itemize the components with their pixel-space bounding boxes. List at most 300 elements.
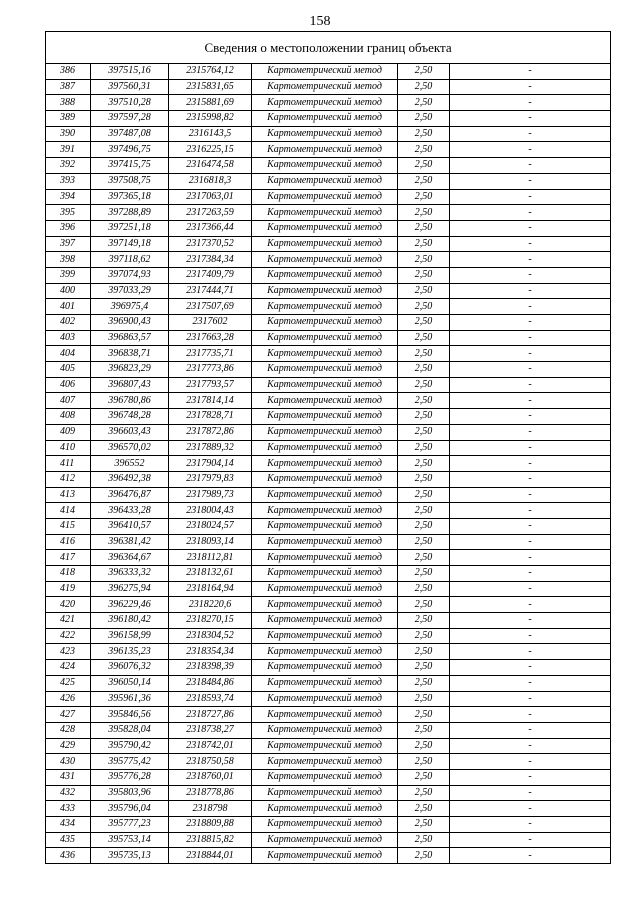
- cell-description: -: [450, 95, 611, 111]
- cell-description: -: [450, 64, 611, 80]
- cell-coordinate-y: 2318742,01: [169, 738, 252, 754]
- cell-method: Картометрический метод: [252, 487, 398, 503]
- cell-method: Картометрический метод: [252, 142, 398, 158]
- cell-point-number: 393: [46, 173, 91, 189]
- cell-coordinate-x: 396552: [91, 456, 169, 472]
- cell-point-number: 397: [46, 236, 91, 252]
- cell-method: Картометрический метод: [252, 801, 398, 817]
- cell-description: -: [450, 534, 611, 550]
- cell-method: Картометрический метод: [252, 252, 398, 268]
- cell-coordinate-x: 395735,13: [91, 848, 169, 864]
- cell-point-number: 394: [46, 189, 91, 205]
- table-row: [46, 330, 611, 346]
- cell-precision: 2,50: [398, 126, 450, 142]
- cell-precision: 2,50: [398, 173, 450, 189]
- cell-method: Картометрический метод: [252, 440, 398, 456]
- cell-coordinate-x: 397149,18: [91, 236, 169, 252]
- table-row: [46, 111, 611, 127]
- cell-method: Картометрический метод: [252, 95, 398, 111]
- table-row: [46, 456, 611, 472]
- cell-precision: 2,50: [398, 785, 450, 801]
- cell-precision: 2,50: [398, 346, 450, 362]
- cell-description: -: [450, 769, 611, 785]
- cell-coordinate-x: 396180,42: [91, 613, 169, 629]
- cell-coordinate-x: 396780,86: [91, 393, 169, 409]
- cell-coordinate-x: 396275,94: [91, 581, 169, 597]
- cell-description: -: [450, 299, 611, 315]
- cell-point-number: 427: [46, 707, 91, 723]
- cell-precision: 2,50: [398, 95, 450, 111]
- cell-coordinate-y: 2317444,71: [169, 283, 252, 299]
- cell-point-number: 398: [46, 252, 91, 268]
- cell-coordinate-x: 397288,89: [91, 205, 169, 221]
- cell-method: Картометрический метод: [252, 393, 398, 409]
- cell-point-number: 386: [46, 64, 91, 80]
- page-number: 158: [309, 14, 331, 29]
- table-row: [46, 534, 611, 550]
- table-row: [46, 503, 611, 519]
- cell-point-number: 391: [46, 142, 91, 158]
- cell-coordinate-y: 2317602: [169, 315, 252, 331]
- cell-method: Картометрический метод: [252, 597, 398, 613]
- cell-description: -: [450, 283, 611, 299]
- cell-point-number: 401: [46, 299, 91, 315]
- table-row: [46, 79, 611, 95]
- cell-description: -: [450, 440, 611, 456]
- cell-precision: 2,50: [398, 299, 450, 315]
- cell-method: Картометрический метод: [252, 660, 398, 676]
- table-row: [46, 205, 611, 221]
- cell-precision: 2,50: [398, 189, 450, 205]
- cell-point-number: 404: [46, 346, 91, 362]
- cell-description: -: [450, 597, 611, 613]
- cell-precision: 2,50: [398, 597, 450, 613]
- cell-point-number: 422: [46, 628, 91, 644]
- table-row: [46, 220, 611, 236]
- cell-precision: 2,50: [398, 848, 450, 864]
- cell-point-number: 400: [46, 283, 91, 299]
- cell-point-number: 408: [46, 409, 91, 425]
- cell-coordinate-x: 396823,29: [91, 362, 169, 378]
- cell-description: -: [450, 832, 611, 848]
- cell-method: Картометрический метод: [252, 189, 398, 205]
- table-row: [46, 660, 611, 676]
- cell-description: -: [450, 456, 611, 472]
- cell-coordinate-y: 2318484,86: [169, 675, 252, 691]
- cell-point-number: 435: [46, 832, 91, 848]
- cell-coordinate-y: 2317872,86: [169, 424, 252, 440]
- cell-coordinate-y: 2318750,58: [169, 754, 252, 770]
- cell-precision: 2,50: [398, 613, 450, 629]
- cell-coordinate-x: 396863,57: [91, 330, 169, 346]
- cell-coordinate-x: 396433,28: [91, 503, 169, 519]
- cell-precision: 2,50: [398, 424, 450, 440]
- cell-method: Картометрический метод: [252, 126, 398, 142]
- cell-method: Картометрический метод: [252, 722, 398, 738]
- cell-precision: 2,50: [398, 550, 450, 566]
- cell-description: -: [450, 424, 611, 440]
- cell-description: -: [450, 346, 611, 362]
- cell-coordinate-y: 2318809,88: [169, 817, 252, 833]
- cell-coordinate-y: 2317384,34: [169, 252, 252, 268]
- cell-coordinate-x: 395776,28: [91, 769, 169, 785]
- cell-point-number: 436: [46, 848, 91, 864]
- cell-coordinate-x: 397487,08: [91, 126, 169, 142]
- table-row: [46, 487, 611, 503]
- cell-method: Картометрический метод: [252, 220, 398, 236]
- cell-precision: 2,50: [398, 832, 450, 848]
- cell-coordinate-x: 397118,62: [91, 252, 169, 268]
- cell-coordinate-x: 397510,28: [91, 95, 169, 111]
- cell-coordinate-x: 396807,43: [91, 377, 169, 393]
- cell-description: -: [450, 848, 611, 864]
- cell-coordinate-x: 395796,04: [91, 801, 169, 817]
- cell-description: -: [450, 691, 611, 707]
- cell-precision: 2,50: [398, 660, 450, 676]
- cell-description: -: [450, 220, 611, 236]
- cell-point-number: 402: [46, 315, 91, 331]
- cell-coordinate-y: 2318778,86: [169, 785, 252, 801]
- table-row: [46, 299, 611, 315]
- cell-method: Картометрический метод: [252, 299, 398, 315]
- cell-method: Картометрический метод: [252, 267, 398, 283]
- table-row: [46, 64, 611, 80]
- cell-coordinate-x: 397515,16: [91, 64, 169, 80]
- table-row: [46, 675, 611, 691]
- cell-point-number: 413: [46, 487, 91, 503]
- cell-coordinate-x: 397560,31: [91, 79, 169, 95]
- cell-point-number: 387: [46, 79, 91, 95]
- cell-coordinate-y: 2317063,01: [169, 189, 252, 205]
- table-row: [46, 644, 611, 660]
- table-row: [46, 707, 611, 723]
- cell-coordinate-x: 395775,42: [91, 754, 169, 770]
- table-row: [46, 440, 611, 456]
- cell-coordinate-y: 2317366,44: [169, 220, 252, 236]
- cell-precision: 2,50: [398, 315, 450, 331]
- cell-method: Картометрический метод: [252, 409, 398, 425]
- cell-description: -: [450, 252, 611, 268]
- cell-method: Картометрический метод: [252, 628, 398, 644]
- cell-coordinate-y: 2318304,52: [169, 628, 252, 644]
- cell-description: -: [450, 660, 611, 676]
- cell-coordinate-y: 2318270,15: [169, 613, 252, 629]
- table-row: [46, 613, 611, 629]
- cell-coordinate-y: 2318798: [169, 801, 252, 817]
- table-row: [46, 393, 611, 409]
- cell-precision: 2,50: [398, 707, 450, 723]
- cell-method: Картометрический метод: [252, 691, 398, 707]
- cell-point-number: 428: [46, 722, 91, 738]
- cell-coordinate-y: 2318132,61: [169, 566, 252, 582]
- cell-coordinate-x: 395777,23: [91, 817, 169, 833]
- table-row: [46, 267, 611, 283]
- cell-method: Картометрический метод: [252, 644, 398, 660]
- cell-point-number: 415: [46, 518, 91, 534]
- cell-coordinate-x: 395790,42: [91, 738, 169, 754]
- cell-description: -: [450, 471, 611, 487]
- cell-description: -: [450, 738, 611, 754]
- cell-description: -: [450, 377, 611, 393]
- cell-description: -: [450, 707, 611, 723]
- table-row: [46, 409, 611, 425]
- cell-point-number: 432: [46, 785, 91, 801]
- cell-coordinate-y: 2318815,82: [169, 832, 252, 848]
- cell-point-number: 429: [46, 738, 91, 754]
- cell-description: -: [450, 142, 611, 158]
- table-row: [46, 628, 611, 644]
- cell-coordinate-x: 396570,02: [91, 440, 169, 456]
- cell-precision: 2,50: [398, 722, 450, 738]
- cell-method: Картометрический метод: [252, 817, 398, 833]
- cell-coordinate-x: 397415,75: [91, 158, 169, 174]
- table-row: [46, 283, 611, 299]
- cell-point-number: 410: [46, 440, 91, 456]
- cell-coordinate-x: 396492,38: [91, 471, 169, 487]
- cell-method: Картометрический метод: [252, 581, 398, 597]
- cell-description: -: [450, 581, 611, 597]
- cell-coordinate-x: 397365,18: [91, 189, 169, 205]
- table-row: [46, 173, 611, 189]
- table-row: [46, 769, 611, 785]
- table-caption-row: [46, 32, 611, 64]
- table-row: [46, 126, 611, 142]
- cell-point-number: 406: [46, 377, 91, 393]
- cell-method: Картометрический метод: [252, 566, 398, 582]
- cell-coordinate-y: 2318354,34: [169, 644, 252, 660]
- table-row: [46, 754, 611, 770]
- table-row: [46, 550, 611, 566]
- cell-point-number: 409: [46, 424, 91, 440]
- cell-coordinate-y: 2316474,58: [169, 158, 252, 174]
- cell-method: Картометрический метод: [252, 330, 398, 346]
- cell-precision: 2,50: [398, 409, 450, 425]
- cell-coordinate-y: 2315764,12: [169, 64, 252, 80]
- cell-coordinate-x: 395828,04: [91, 722, 169, 738]
- cell-precision: 2,50: [398, 440, 450, 456]
- cell-precision: 2,50: [398, 142, 450, 158]
- cell-precision: 2,50: [398, 487, 450, 503]
- table-row: [46, 518, 611, 534]
- cell-precision: 2,50: [398, 518, 450, 534]
- table-row: [46, 377, 611, 393]
- cell-description: -: [450, 628, 611, 644]
- cell-precision: 2,50: [398, 738, 450, 754]
- cell-coordinate-x: 395846,56: [91, 707, 169, 723]
- cell-description: -: [450, 409, 611, 425]
- cell-point-number: 420: [46, 597, 91, 613]
- cell-precision: 2,50: [398, 581, 450, 597]
- cell-precision: 2,50: [398, 362, 450, 378]
- table-row: [46, 597, 611, 613]
- cell-method: Картометрический метод: [252, 283, 398, 299]
- cell-coordinate-x: 397597,28: [91, 111, 169, 127]
- table-row: [46, 315, 611, 331]
- cell-method: Картометрический метод: [252, 158, 398, 174]
- table-row: [46, 848, 611, 864]
- table-row: [46, 722, 611, 738]
- cell-method: Картометрический метод: [252, 754, 398, 770]
- cell-coordinate-y: 2318593,74: [169, 691, 252, 707]
- boundary-coordinates-table: [45, 31, 611, 864]
- cell-precision: 2,50: [398, 236, 450, 252]
- cell-method: Картометрический метод: [252, 471, 398, 487]
- table-row: [46, 189, 611, 205]
- cell-precision: 2,50: [398, 158, 450, 174]
- cell-precision: 2,50: [398, 754, 450, 770]
- cell-coordinate-x: 396381,42: [91, 534, 169, 550]
- cell-method: Картометрический метод: [252, 613, 398, 629]
- cell-coordinate-x: 397251,18: [91, 220, 169, 236]
- table-row: [46, 158, 611, 174]
- cell-method: Картометрический метод: [252, 518, 398, 534]
- cell-coordinate-y: 2317507,69: [169, 299, 252, 315]
- cell-description: -: [450, 236, 611, 252]
- cell-method: Картометрический метод: [252, 456, 398, 472]
- cell-coordinate-y: 2317793,57: [169, 377, 252, 393]
- cell-coordinate-x: 397033,29: [91, 283, 169, 299]
- cell-coordinate-y: 2318844,01: [169, 848, 252, 864]
- cell-coordinate-y: 2318004,43: [169, 503, 252, 519]
- cell-coordinate-y: 2317814,14: [169, 393, 252, 409]
- cell-method: Картометрический метод: [252, 424, 398, 440]
- cell-precision: 2,50: [398, 801, 450, 817]
- cell-point-number: 389: [46, 111, 91, 127]
- table-row: [46, 142, 611, 158]
- cell-method: Картометрический метод: [252, 550, 398, 566]
- cell-precision: 2,50: [398, 283, 450, 299]
- cell-method: Картометрический метод: [252, 79, 398, 95]
- cell-description: -: [450, 754, 611, 770]
- cell-description: -: [450, 79, 611, 95]
- cell-precision: 2,50: [398, 644, 450, 660]
- cell-description: -: [450, 158, 611, 174]
- table-caption: Сведения о местоположении границ объекта: [46, 32, 611, 64]
- cell-description: -: [450, 315, 611, 331]
- cell-precision: 2,50: [398, 377, 450, 393]
- cell-precision: 2,50: [398, 471, 450, 487]
- cell-coordinate-x: 395753,14: [91, 832, 169, 848]
- cell-method: Картометрический метод: [252, 315, 398, 331]
- cell-coordinate-y: 2318727,86: [169, 707, 252, 723]
- cell-description: -: [450, 722, 611, 738]
- cell-description: -: [450, 267, 611, 283]
- cell-coordinate-y: 2317370,52: [169, 236, 252, 252]
- cell-coordinate-x: 396333,32: [91, 566, 169, 582]
- cell-precision: 2,50: [398, 566, 450, 582]
- cell-description: -: [450, 801, 611, 817]
- cell-coordinate-x: 397074,93: [91, 267, 169, 283]
- table-row: [46, 738, 611, 754]
- table-row: [46, 566, 611, 582]
- cell-coordinate-y: 2315881,69: [169, 95, 252, 111]
- cell-coordinate-y: 2315998,82: [169, 111, 252, 127]
- cell-method: Картометрический метод: [252, 832, 398, 848]
- cell-coordinate-y: 2317989,73: [169, 487, 252, 503]
- cell-precision: 2,50: [398, 330, 450, 346]
- cell-coordinate-y: 2317904,14: [169, 456, 252, 472]
- cell-description: -: [450, 503, 611, 519]
- cell-precision: 2,50: [398, 267, 450, 283]
- cell-point-number: 407: [46, 393, 91, 409]
- cell-coordinate-y: 2316143,5: [169, 126, 252, 142]
- cell-coordinate-x: 396975,4: [91, 299, 169, 315]
- cell-method: Картометрический метод: [252, 534, 398, 550]
- cell-precision: 2,50: [398, 503, 450, 519]
- cell-description: -: [450, 487, 611, 503]
- cell-coordinate-x: 396900,43: [91, 315, 169, 331]
- cell-point-number: 390: [46, 126, 91, 142]
- cell-precision: 2,50: [398, 534, 450, 550]
- cell-description: -: [450, 566, 611, 582]
- cell-coordinate-y: 2318760,01: [169, 769, 252, 785]
- cell-precision: 2,50: [398, 817, 450, 833]
- cell-description: -: [450, 111, 611, 127]
- cell-coordinate-y: 2317263,59: [169, 205, 252, 221]
- cell-description: -: [450, 173, 611, 189]
- cell-coordinate-x: 396364,67: [91, 550, 169, 566]
- table-row: [46, 346, 611, 362]
- cell-coordinate-x: 395803,96: [91, 785, 169, 801]
- cell-coordinate-x: 396229,46: [91, 597, 169, 613]
- cell-precision: 2,50: [398, 205, 450, 221]
- cell-point-number: 430: [46, 754, 91, 770]
- cell-method: Картометрический метод: [252, 769, 398, 785]
- table-row: [46, 362, 611, 378]
- cell-coordinate-x: 396158,99: [91, 628, 169, 644]
- cell-coordinate-y: 2317409,79: [169, 267, 252, 283]
- cell-coordinate-y: 2318398,39: [169, 660, 252, 676]
- cell-description: -: [450, 675, 611, 691]
- cell-coordinate-x: 396476,87: [91, 487, 169, 503]
- cell-method: Картометрический метод: [252, 675, 398, 691]
- cell-coordinate-y: 2318738,27: [169, 722, 252, 738]
- cell-description: -: [450, 785, 611, 801]
- cell-point-number: 434: [46, 817, 91, 833]
- table-row: [46, 801, 611, 817]
- cell-point-number: 396: [46, 220, 91, 236]
- cell-method: Картометрический метод: [252, 111, 398, 127]
- cell-point-number: 412: [46, 471, 91, 487]
- cell-description: -: [450, 205, 611, 221]
- cell-coordinate-y: 2317979,83: [169, 471, 252, 487]
- cell-coordinate-y: 2317828,71: [169, 409, 252, 425]
- cell-precision: 2,50: [398, 79, 450, 95]
- cell-point-number: 416: [46, 534, 91, 550]
- table-row: [46, 817, 611, 833]
- table-row: [46, 691, 611, 707]
- cell-coordinate-x: 396838,71: [91, 346, 169, 362]
- cell-method: Картометрический метод: [252, 236, 398, 252]
- cell-coordinate-y: 2315831,65: [169, 79, 252, 95]
- cell-precision: 2,50: [398, 220, 450, 236]
- cell-method: Картометрический метод: [252, 738, 398, 754]
- cell-coordinate-x: 396410,57: [91, 518, 169, 534]
- cell-precision: 2,50: [398, 252, 450, 268]
- cell-precision: 2,50: [398, 393, 450, 409]
- cell-point-number: 433: [46, 801, 91, 817]
- cell-coordinate-y: 2317889,32: [169, 440, 252, 456]
- cell-method: Картометрический метод: [252, 173, 398, 189]
- cell-coordinate-y: 2318112,81: [169, 550, 252, 566]
- cell-coordinate-x: 395961,36: [91, 691, 169, 707]
- cell-description: -: [450, 189, 611, 205]
- cell-coordinate-y: 2317663,28: [169, 330, 252, 346]
- cell-method: Картометрический метод: [252, 64, 398, 80]
- cell-precision: 2,50: [398, 628, 450, 644]
- table-row: [46, 424, 611, 440]
- cell-point-number: 405: [46, 362, 91, 378]
